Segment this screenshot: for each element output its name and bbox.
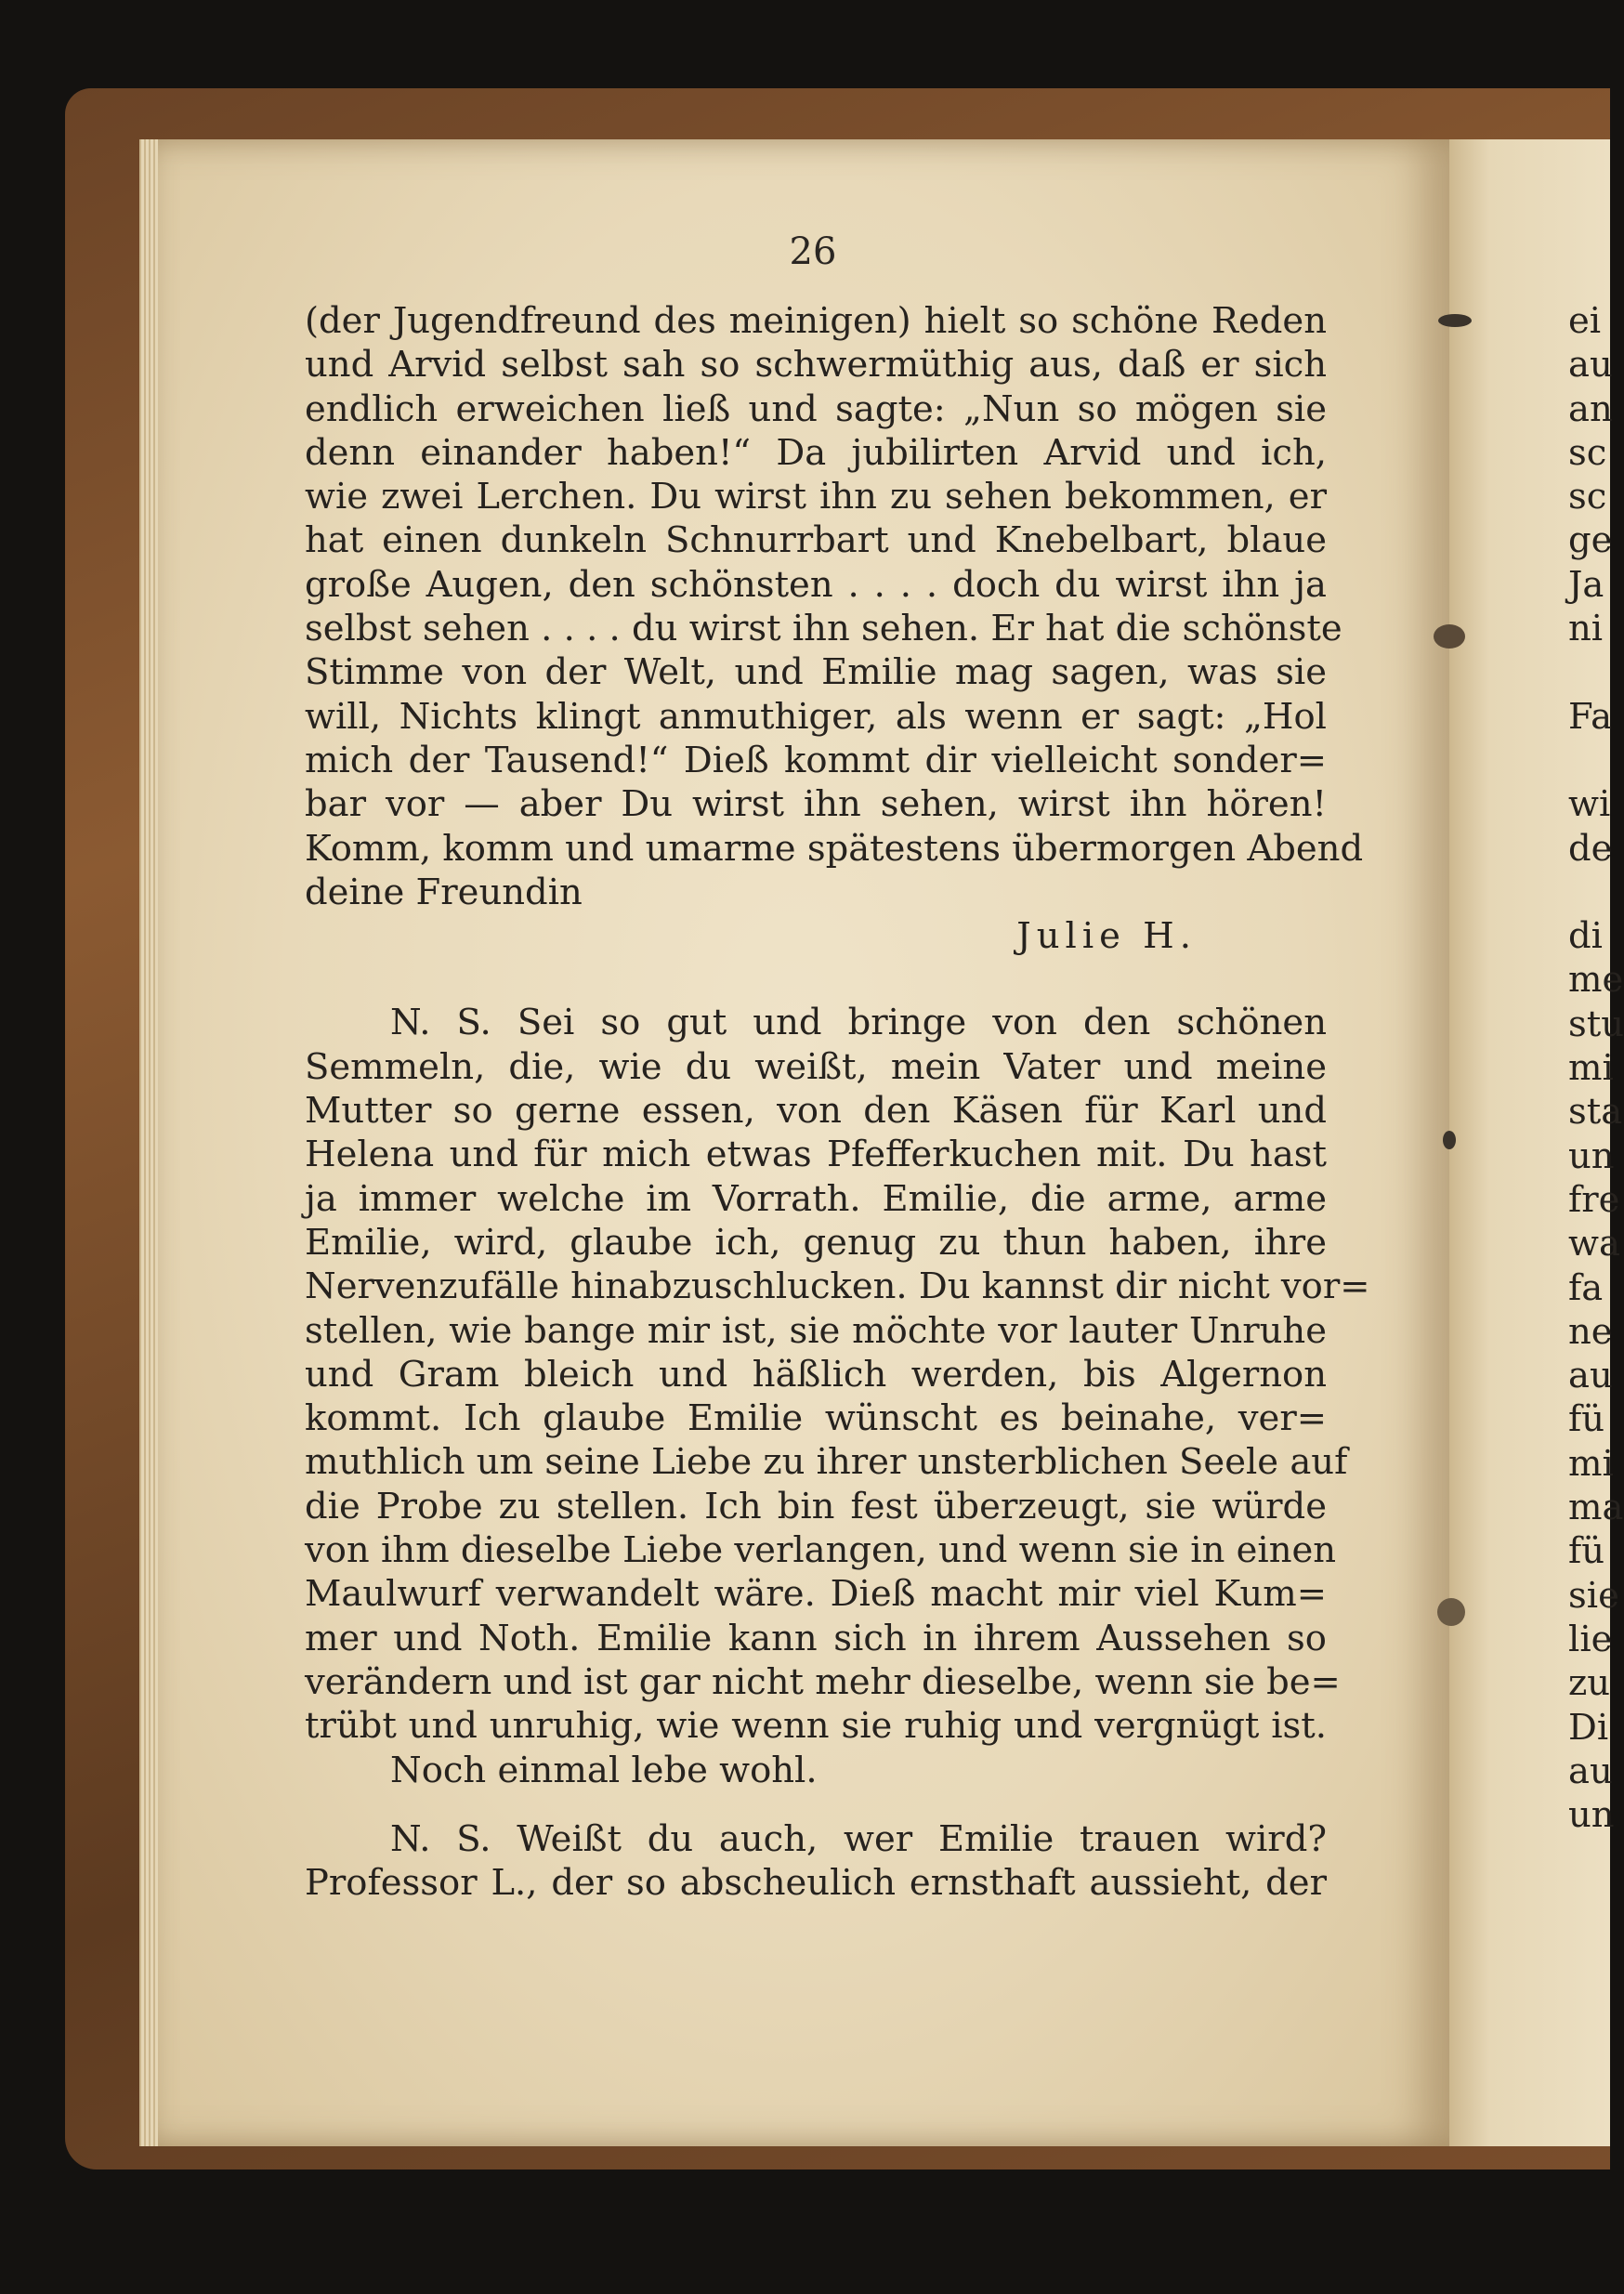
text-line: endlich erweichen ließ und sagte: „Nun so mögen sie: [305, 387, 1327, 430]
right-page-fragment: Ja: [1568, 563, 1604, 606]
text-line: denn einander haben!“ Da jubilirten Arvid und ich,: [305, 431, 1327, 474]
text-line: Stimme von der Welt, und Emilie mag sagen, was sie: [305, 651, 1327, 694]
postscript-line: Maulwurf verwandelt wäre. Dieß macht mir viel Kum=: [305, 1573, 1327, 1616]
right-page-fragment: fü: [1568, 1398, 1605, 1441]
postscript-line: Mutter so gerne essen, von den Käsen für Karl und: [305, 1090, 1327, 1133]
right-page-fragment: mi: [1568, 1442, 1614, 1485]
right-page-fragment: mi: [1568, 1047, 1614, 1090]
postscript-line: stellen, wie bange mir ist, sie möchte vor lauter Unruhe: [305, 1309, 1327, 1352]
right-page-fragment: an: [1568, 387, 1613, 430]
postscript-line: Nervenzufälle hinabzuschlucken. Du kannst dir nicht vor=: [305, 1265, 1370, 1308]
text-line: (der Jugendfreund des meinigen) hielt so schöne Reden: [305, 300, 1327, 342]
right-page-fragment: di: [1568, 915, 1603, 958]
ink-blot: [1434, 624, 1465, 649]
right-page-fragment: [1568, 650, 1610, 694]
page-number: 26: [789, 230, 837, 273]
text-line: selbst sehen . . . . du wirst ihn sehen. Er hat die schönste: [305, 608, 1342, 650]
postscript-line: von ihm dieselbe Liebe verlangen, und wenn sie in einen: [305, 1529, 1337, 1572]
closing-line: Noch einmal lebe wohl.: [390, 1749, 818, 1791]
right-page-fragment: ma: [1568, 1487, 1624, 1529]
ink-blot: [1437, 1598, 1465, 1626]
postscript-line: kommt. Ich glaube Emilie wünscht es beinahe, ver=: [305, 1397, 1327, 1440]
right-page-fragment: fre: [1568, 1178, 1620, 1221]
postscript-line: verändern und ist gar nicht mehr dieselbe, wenn sie be=: [305, 1660, 1341, 1703]
postscript-line: Emilie, wird, glaube ich, genug zu thun haben, ihre: [305, 1221, 1327, 1264]
right-page-fragment: zu: [1568, 1662, 1611, 1705]
right-page-fragment: ei: [1568, 300, 1602, 342]
right-page-fragment: sta: [1568, 1091, 1623, 1134]
text-line: hat einen dunkeln Schnurrbart und Knebelbart, blaue: [305, 519, 1327, 562]
right-page-fragment: au: [1568, 1355, 1613, 1397]
page-edges: [139, 139, 158, 2146]
postscript-line: trübt und unruhig, wie wenn sie ruhig und vergnügt ist.: [305, 1705, 1327, 1748]
text-line: mich der Tausend!“ Dieß kommt dir vielleicht sonder=: [305, 739, 1327, 781]
signature: Julie H.: [1016, 915, 1197, 958]
postscript-line: Helena und für mich etwas Pfefferkuchen mit. Du hast: [305, 1134, 1327, 1176]
text-line: wie zwei Lerchen. Du wirst ihn zu sehen bekommen, er: [305, 476, 1327, 518]
right-page-fragment: un: [1568, 1794, 1615, 1837]
right-page-fragment: [1568, 871, 1610, 914]
right-page-fragment: au: [1568, 344, 1613, 387]
right-page-fragment: lie: [1568, 1618, 1613, 1660]
postscript-line: N. S. Sei so gut und bringe von den schönen: [390, 1002, 1327, 1044]
right-page-fragment: [1568, 739, 1610, 782]
right-page-fragment: fa: [1568, 1266, 1604, 1309]
right-page-fragment: stu: [1568, 1003, 1624, 1045]
right-page-fragment: de: [1568, 827, 1613, 870]
right-page-fragment: me: [1568, 959, 1624, 1002]
text-line: bar vor — aber Du wirst ihn sehen, wirst ihn hören!: [305, 783, 1327, 826]
postscript-line: mer und Noth. Emilie kann sich in ihrem Aussehen so: [305, 1617, 1327, 1659]
right-page-fragment: Di: [1568, 1706, 1609, 1749]
right-page-fragment: fü: [1568, 1530, 1605, 1573]
ink-blot: [1438, 314, 1472, 327]
right-page-fragment: sc: [1568, 431, 1607, 474]
postscript-line: ja immer welche im Vorrath. Emilie, die arme, arme: [305, 1177, 1327, 1220]
text-line: Komm, komm und umarme spätestens übermorgen Abend: [305, 827, 1364, 870]
right-page-fragment: ne: [1568, 1310, 1613, 1353]
postscript-line: die Probe zu stellen. Ich bin fest überzeugt, sie würde: [305, 1485, 1327, 1527]
ink-blot: [1443, 1131, 1456, 1149]
right-page-fragment: ge: [1568, 519, 1613, 562]
text-line: und Arvid selbst sah so schwermüthig aus, daß er sich: [305, 344, 1327, 387]
right-page-fragment: wa: [1568, 1223, 1620, 1265]
page-text: [305, 299, 1370, 1905]
text-line: will, Nichts klingt anmuthiger, als wenn er sagt: „Hol: [305, 695, 1327, 738]
postscript-line: Professor L., der so abscheulich ernsthaft aussieht, der: [305, 1862, 1327, 1905]
right-page-fragment: ni: [1568, 608, 1604, 650]
postscript-line: muthlich um seine Liebe zu ihrer unsterblichen Seele auf: [305, 1441, 1348, 1484]
text-line: deine Freundin: [305, 871, 583, 913]
right-page-fragment: sie: [1568, 1574, 1619, 1617]
right-page-fragment: Fa: [1568, 695, 1613, 738]
postscript-line: Semmeln, die, wie du weißt, mein Vater und meine: [305, 1045, 1327, 1088]
right-page-text: [1568, 299, 1624, 1837]
right-page-fragment: sc: [1568, 476, 1607, 518]
right-page-fragment: wi: [1568, 783, 1611, 826]
right-page-fragment: au: [1568, 1750, 1613, 1792]
right-page-fragment: un: [1568, 1134, 1615, 1177]
postscript-line: und Gram bleich und häßlich werden, bis Algernon: [305, 1353, 1327, 1396]
text-line: große Augen, den schönsten . . . . doch du wirst ihn ja: [305, 563, 1327, 606]
postscript-line: N. S. Weißt du auch, wer Emilie trauen wird?: [390, 1817, 1327, 1860]
